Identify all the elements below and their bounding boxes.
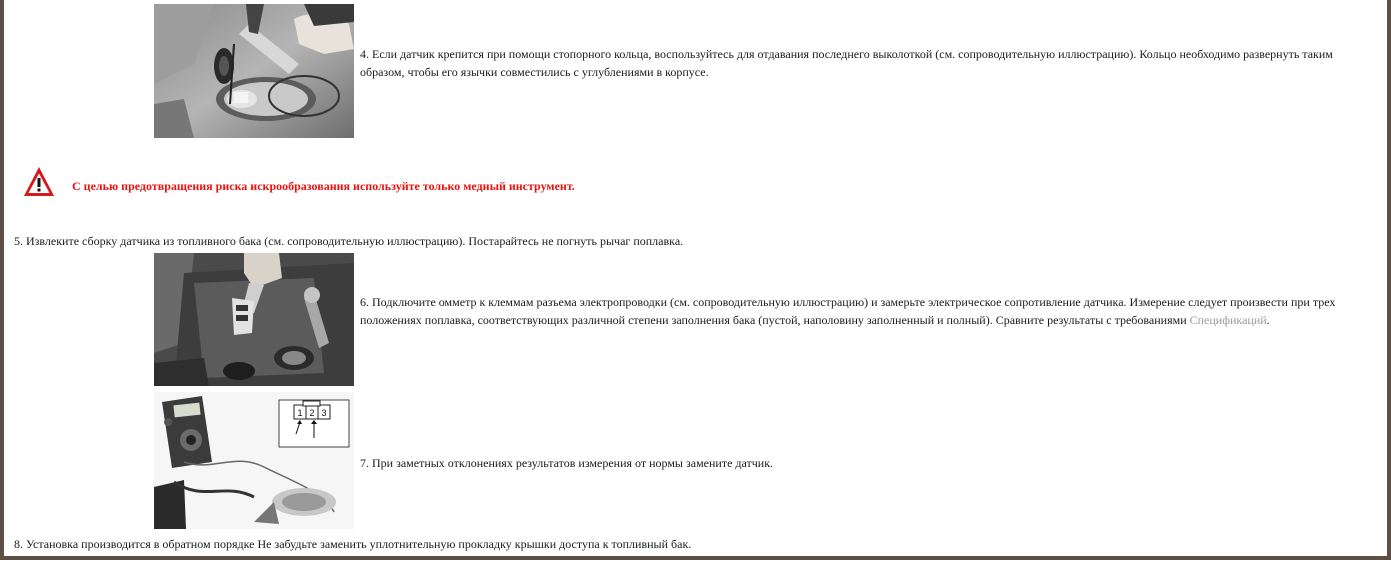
connector-pin-1: 1 [297,408,303,418]
warning-text: С целью предотвращения риска искрообразования используйте только медный инструмент. [72,179,575,193]
illustration-lock-ring [154,4,354,138]
illustration-ohmmeter [154,392,354,529]
step-8-text: 8. Установка производится в обратном порядке Не забудьте заменить уплотнительную прокладку крышки доступа к топливный бак. [14,537,692,551]
specifications-link[interactable]: Спецификаций [1189,313,1267,327]
step-7-text: 7. При заметных отклонениях результатов измерения от нормы замените датчик. [360,456,774,470]
step-5-text: 5. Извлеките сборку датчика из топливного бака (см. сопроводительную иллюстрацию). Постарайтесь не погнуть рычаг поплавка. [14,234,684,248]
connector-pin-2: 2 [309,408,315,418]
step-6-end: . [1266,313,1270,327]
warning-triangle-icon [22,165,56,199]
step-6-text [360,293,1340,329]
connector-pin-3: 3 [321,408,327,418]
step-6-main: 6. Подключите омметр к клеммам разъема электропроводки (см. сопроводительную иллюстрацию) и замерьте электрическое сопротивление датчика. Измерение следует произвести при трех положениях поплавка, соответствующих различной степени заполнения бака (пустой, наполовину заполненный и полный). Сравните результаты с требованиями [360,295,1336,327]
illustration-sensor-removal [154,253,354,386]
step-4-text: 4. Если датчик крепится при помощи стопорного кольца, воспользуйтесь для отдавания последнего выколоткой (см. сопроводительную иллюстрацию). Кольцо необходимо развернуть таким образом, чтобы его язычки совместились с углублениями в корпусе. [360,47,1333,79]
